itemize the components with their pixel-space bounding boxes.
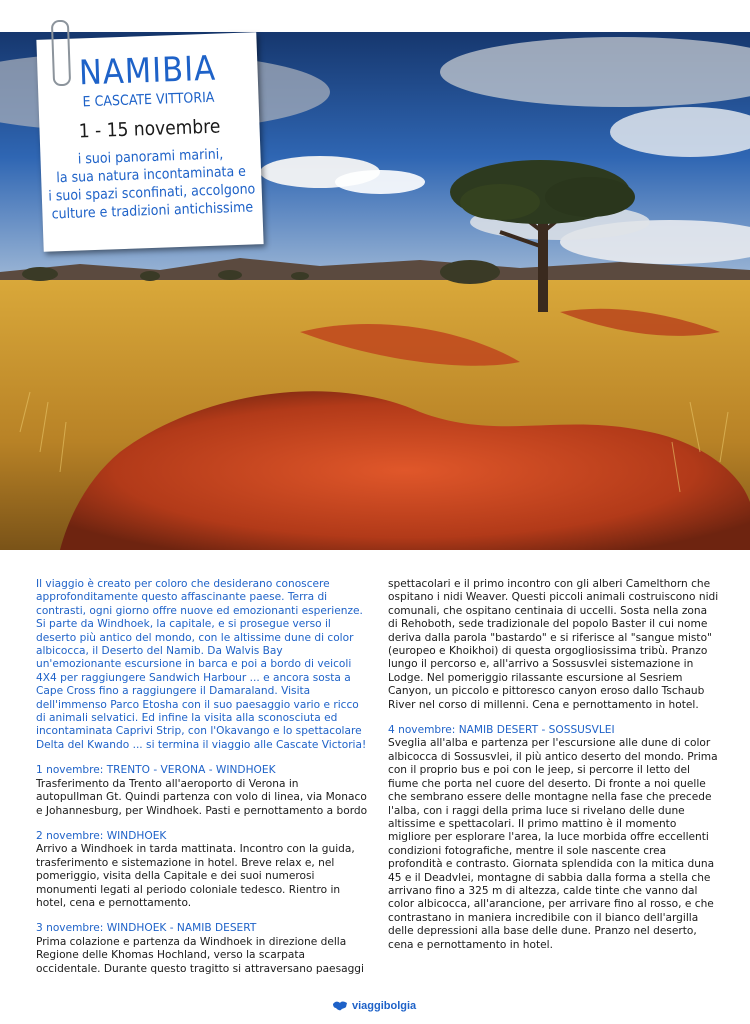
column-left (36, 578, 368, 976)
day-text: Sveglia all'alba e partenza per l'escursione alle dune di color albicocca di Sossusvlei, il più antico deserto del mondo. Prima con il proprio bus e poi con le jeep, si percorre il letto del fiume che porta nel cuore del deserto. Di fronte a noi quelle che sembrano essere delle montagne nella fase che precede l'alba, con i raggi della prima luce si rivelano delle dune altissime e spettacolari. Il primo mattino è il momento migliore per esplorare l'area, la luce morbida offre eccellenti condizioni fotografiche, mentre il sole nascente crea profondità e contrasto. Giornata splendida con la mitica duna 45 e il Deadvlei, montagne di sabbia dalla forma a stella che arrivano fino a 325 m di altezza, calde tinte che vanno dal color albicocca, all'arancione, per arrivare fino al rosso, e che contrastano in maniera incredibile con il bianco dell'argilla delle depressioni alla base delle dune. Pranzo nel deserto, cena e pernottamento in hotel. (388, 737, 718, 951)
day-text: Arrivo a Windhoek in tarda mattinata. Incontro con la guida, trasferimento e sistemazione in hotel. Breve relax e, nel pomeriggio, visita della Capitale e dei suoi numerosi monumenti legati al periodo coloniale tedesco. Rientro in hotel, cena e pernottamento. (36, 843, 355, 909)
day-section (36, 922, 368, 976)
top-margin (0, 0, 750, 32)
trip-dates: 1 - 15 novembre (78, 115, 221, 143)
tagline-line: la sua natura incontaminata e (56, 163, 247, 187)
day-title: 1 novembre: TRENTO - VERONA - WINDHOEK (36, 764, 276, 777)
continued-text: spettacolari e il primo incontro con gli alberi Camelthorn che ospitano i nidi Weaver. Questi piccoli animali costruiscono nidi comunali, che ospitano centinaia di uccelli. Sosta nella zona di Rehoboth, sede tradizionale del popolo Baster il cui nome deriva dalla parola "bastardo" e si riferisce al "sangue misto" (europeo e Khoikhoi) di questa orgogliosissima tribù. Pranzo lungo il percorso e, all'arrivo a Sossusvlei sistemazione in Lodge. Nel pomeriggio rilassante escursione al Sesriem Canyon, un piccolo e pittoresco canyon eroso dallo Tschaub River nel corso di millenni. Cena e pernottamento in hotel. (388, 578, 719, 711)
day-text: Trasferimento da Trento all'aeroporto di Verona in autopullman Gt. Quindi partenza con volo di linea, via Monaco e Johannesburg, per Windhoek. Pasti e pernottamento a bordo (36, 777, 368, 817)
world-map-icon (332, 1000, 348, 1012)
tagline-line: culture e tradizioni antichissime (51, 199, 254, 223)
footer-logo (332, 1000, 416, 1012)
day-section (36, 830, 368, 910)
day-title: 2 novembre: WINDHOEK (36, 829, 167, 842)
day-text: Prima colazione e partenza da Windhoek in direzione della Regione delle Khomas Hochland, verso la scarpata occidentale. Durante questo tragitto si attraversano paesaggi (36, 935, 364, 975)
column-right (388, 578, 720, 976)
tagline (40, 144, 262, 224)
day-section (36, 764, 368, 818)
tagline-line: i suoi spazi sconfinati, accolgono (48, 181, 256, 205)
brand-name: viaggibolgia (352, 1000, 417, 1012)
itinerary-body (36, 578, 720, 976)
page-title: NAMIBIA (78, 48, 217, 94)
day-title: 4 novembre: NAMIB DESERT - SOSSUSVLEI (388, 724, 615, 737)
intro-paragraph: Il viaggio è creato per coloro che desiderano conoscere approfonditamente questo affascinante paese. Terra di contrasti, ogni giorno offre nuove ed emozionanti esperienze. Si parte da Windhoek, la capitale, e si prosegue verso il deserto più antico del mondo, con le altissime dune di color albicocca, il Deserto del Namib. Da Walvis Bay un'emozionante escursione in barca e poi a bordo di veicoli 4X4 per raggiungere Sandwich Harbour ... e ancora sosta a Cape Cross fino a raggiungere il Damaraland. Visita dell'immenso Parco Etosha con il suo paesaggio vario e ricco di animali selvatici. Ed infine la visita alla sconosciuta ed incontaminata Caprivi Strip, con l'Okavango e lo spettacolare Delta del Kwando ... si termina il viaggio alle Cascate Victoria! (36, 578, 367, 751)
tagline-line: i suoi panorami marini, (77, 146, 224, 168)
day-section (388, 724, 720, 952)
day-title: 3 novembre: WINDHOEK - NAMIB DESERT (36, 922, 257, 935)
paperclip-icon (51, 20, 71, 87)
page-subtitle: E CASCATE VITTORIA (82, 89, 215, 111)
